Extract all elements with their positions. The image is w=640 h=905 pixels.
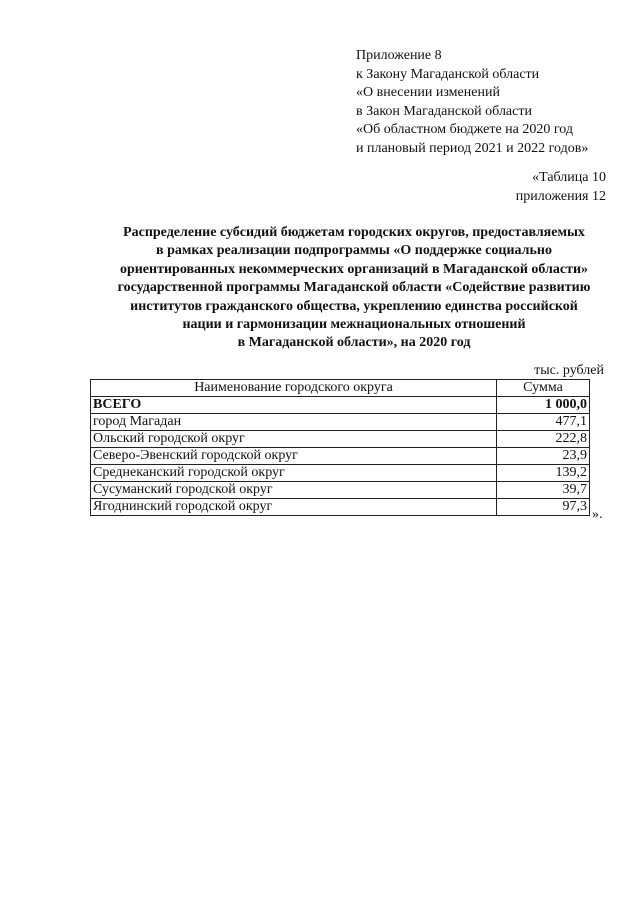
title-line: государственной программы Магаданской области «Содействие развитию <box>117 280 591 296</box>
closing-quote: ». <box>592 507 603 522</box>
units-label: тыс. рублей <box>534 363 604 378</box>
district-name: Среднеканский городской округ <box>91 465 497 482</box>
table-row <box>91 482 590 499</box>
header-name: Наименование городского округа <box>91 380 497 397</box>
district-sum: 222,8 <box>497 431 590 448</box>
table-reference-line: «Таблица 10 <box>532 170 606 185</box>
title-line: Распределение субсидий бюджетам городских округов, предоставляемых <box>123 225 585 240</box>
appendix-line: Приложение 8 <box>356 48 442 63</box>
header-sum: Сумма <box>497 380 590 397</box>
title-line: в рамках реализации подпрограммы «О поддержке социально <box>156 243 552 259</box>
table-header-row <box>91 380 590 397</box>
district-name: Ягоднинский городской округ <box>91 499 497 516</box>
title-line: в Магаданской области», на 2020 год <box>237 335 471 351</box>
total-sum: 1 000,0 <box>497 397 590 414</box>
title-line: нации и гармонизации межнациональных отношений <box>182 317 526 333</box>
district-sum: 139,2 <box>497 465 590 482</box>
total-label: ВСЕГО <box>91 397 497 414</box>
title-line: ориентированных некоммерческих организаций в Магаданской области» <box>119 261 589 277</box>
table-reference-line: приложения 12 <box>515 188 606 204</box>
district-name: Сусуманский городской округ <box>91 482 497 499</box>
document-title <box>84 224 624 353</box>
appendix-line: «О внесении изменений <box>356 85 500 101</box>
district-name: город Магадан <box>91 414 497 431</box>
district-sum: 39,7 <box>497 482 590 499</box>
appendix-line: в Закон Магаданской области <box>356 103 532 119</box>
table-row <box>91 448 590 465</box>
subsidies-table <box>90 379 590 516</box>
district-sum: 23,9 <box>497 448 590 465</box>
table-reference <box>516 169 606 206</box>
appendix-line: и плановый период 2021 и 2022 годов» <box>356 140 589 156</box>
total-row <box>91 397 590 414</box>
appendix-heading <box>356 47 588 159</box>
appendix-line: к Закону Магаданской области <box>356 66 540 82</box>
district-sum: 477,1 <box>497 414 590 431</box>
table-row <box>91 499 590 516</box>
table-row <box>91 465 590 482</box>
district-sum: 97,3 <box>497 499 590 516</box>
district-name: Ольский городской округ <box>91 431 497 448</box>
title-line: институтов гражданского общества, укреплению единства российской <box>130 298 578 314</box>
table-row <box>91 414 590 431</box>
table-row <box>91 431 590 448</box>
appendix-line: «Об областном бюджете на 2020 год <box>356 122 573 138</box>
district-name: Северо-Эвенский городской округ <box>91 448 497 465</box>
